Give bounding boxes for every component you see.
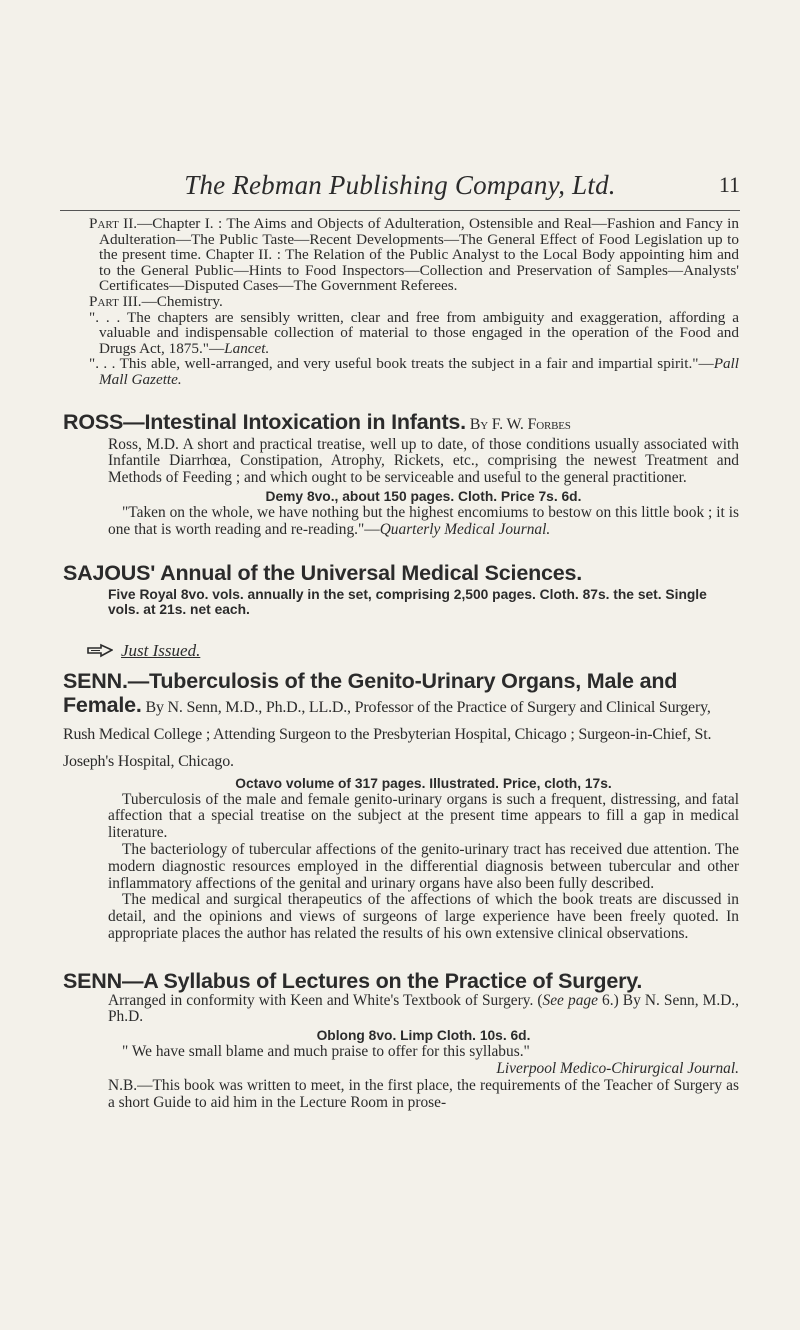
- entry-body: [63, 776, 739, 943]
- author-name: ROSS: [63, 409, 124, 434]
- author-name: SENN: [63, 668, 122, 693]
- review-source: Quarterly Medical Journal.: [379, 520, 551, 538]
- review-text: " We have small blame and much praise to offer for this syllabus.": [122, 1043, 530, 1061]
- part-two-text: II.—Chapter I. : The Aims and Objects of Adulteration, Ostensible and Real—Fashion and Fancy in Adulteration—The Public Taste—Recent Developments—The General Effect of Food Legislation up to the present time. Chapter II. : The Relation of the Public Analyst to the Local Body appointing him and to the General Public—Hints to Food Inspectors—Collection and Preservation of Samples—Analysts' Certificates—Disputed Cases—The Government Referees.: [99, 215, 739, 295]
- review-pall-mall: [63, 356, 739, 387]
- review-text: ". . . This able, well-arranged, and very useful book treats the subject in a fair and impartial spirit."—: [89, 355, 714, 373]
- part-two-contents: [63, 216, 739, 294]
- book-title: Annual of the Universal Medical Sciences.: [155, 560, 583, 585]
- page-header-title: The Rebman Publishing Company, Ltd.: [184, 170, 616, 200]
- book-title: —A Syllabus of Lectures on the Practice of Surgery.: [121, 968, 643, 993]
- review: [108, 505, 739, 539]
- description-para: The bacteriology of tubercular affections of the genito-urinary tract has received due attention. The modern diagnostic resources employed in the differential diagnosis between tubercular and other inflammatory affections of the genital and urinary organs have also been fully described.: [108, 840, 739, 892]
- entry-body: [63, 993, 739, 1112]
- see-page-ref: See page: [542, 991, 598, 1009]
- description-para: Tuberculosis of the male and female genito-urinary organs is such a frequent, distressing, and fatal affection that a special treatise on the subject at the present time appears to fill a gap in medical literature.: [108, 790, 739, 842]
- description: Ross, M.D. A short and practical treatise, well up to date, of those conditions usually associated with Infantile Diarrhœa, Constipation, Atrophy, Rickets, etc., comprising the newest Treatment and Methods of Feeding ; and which ought to be serviceable and useful to the general practitioner.: [108, 435, 739, 487]
- entry-body: [63, 587, 739, 617]
- entry-body: [63, 437, 739, 539]
- part-three-text: III.—Chemistry.: [118, 292, 223, 310]
- review-source: Pall Mall Gazette.: [99, 355, 739, 388]
- byline-text: Arranged in conformity with Keen and White's Textbook of Surgery. (: [108, 991, 543, 1009]
- just-issued-notice: [87, 641, 739, 661]
- price-line: Octavo volume of 317 pages. Illustrated. Price, cloth, 17s.: [235, 775, 612, 791]
- running-header: [60, 170, 740, 211]
- description-para: The medical and surgical therapeutics of the affections of which the book treats are discussed in detail, and the opinions and views of surgeons of large experience have been freely quoted. In appropriate places the author has related the results of his own extensive clinical observations.: [108, 891, 739, 942]
- review-lancet: [63, 310, 739, 357]
- book-title: .—Tuberculosis of the Genito-Urinary Organs, Male and Female.: [63, 668, 678, 717]
- page-number: 11: [718, 172, 740, 197]
- note: N.B.—This book was written to meet, in the first place, the requirements of the Teacher of Surgery as a short Guide to aid him in the Lecture Room in prose-: [108, 1076, 739, 1111]
- entry-ross: [63, 410, 739, 539]
- entry-heading: [63, 669, 739, 774]
- part-three-contents: [63, 294, 739, 310]
- pointing-hand-icon: [87, 643, 113, 659]
- entry-sajous: [63, 561, 739, 617]
- byline: By N. Senn, M.D., Ph.D., LL.D., Professor of the Practice of Surgery and Clinical Surgery, Rush Medical College ; Attending Surgeon to the Presbyterian Hospital, Chicago ; Surgeon-in-Chief, St. Joseph's Hospital, Chicago.: [63, 698, 712, 770]
- review-text: ". . . The chapters are sensibly written, clear and free from ambiguity and exaggeration, affording a valuable and indispensable collection of material to those engaged in the operation of the Food and Drugs Act, 1875."—: [89, 308, 739, 357]
- part-label: Part: [89, 215, 119, 232]
- byline: [108, 993, 739, 1027]
- price-line: Five Royal 8vo. vols. annually in the set, comprising 2,500 pages. Cloth. 87s. the set. Single vols. at 21s. net each.: [108, 586, 707, 617]
- just-issued-label: Just Issued.: [121, 640, 201, 660]
- price-line: Oblong 8vo. Limp Cloth. 10s. 6d.: [316, 1028, 531, 1044]
- entry-senn-syllabus: [63, 969, 739, 1112]
- entry-senn-tuberculosis: [63, 669, 739, 943]
- review-source: Liverpool Medico-Chirurgical Journal.: [496, 1060, 739, 1078]
- review-source: Lancet.: [224, 339, 270, 357]
- book-title: —Intestinal Intoxication in Infants.: [123, 409, 466, 434]
- byline-text: 6.) By N. Senn, M.D., Ph.D.: [108, 991, 740, 1026]
- page-content: [63, 216, 739, 1111]
- entry-heading: [63, 410, 739, 437]
- entry-heading: [63, 561, 739, 585]
- entry-heading: [63, 969, 739, 993]
- author-name: SAJOUS': [63, 560, 156, 585]
- price-line: Demy 8vo., about 150 pages. Cloth. Price 7s. 6d.: [265, 488, 582, 504]
- byline: By F. W. Forbes: [465, 415, 571, 433]
- review-text: "Taken on the whole, we have nothing but the highest encomiums to bestow on this little book ; it is one that is worth reading and re-reading."—: [108, 503, 739, 538]
- author-name: SENN: [63, 968, 122, 993]
- part-label: Part: [89, 292, 119, 310]
